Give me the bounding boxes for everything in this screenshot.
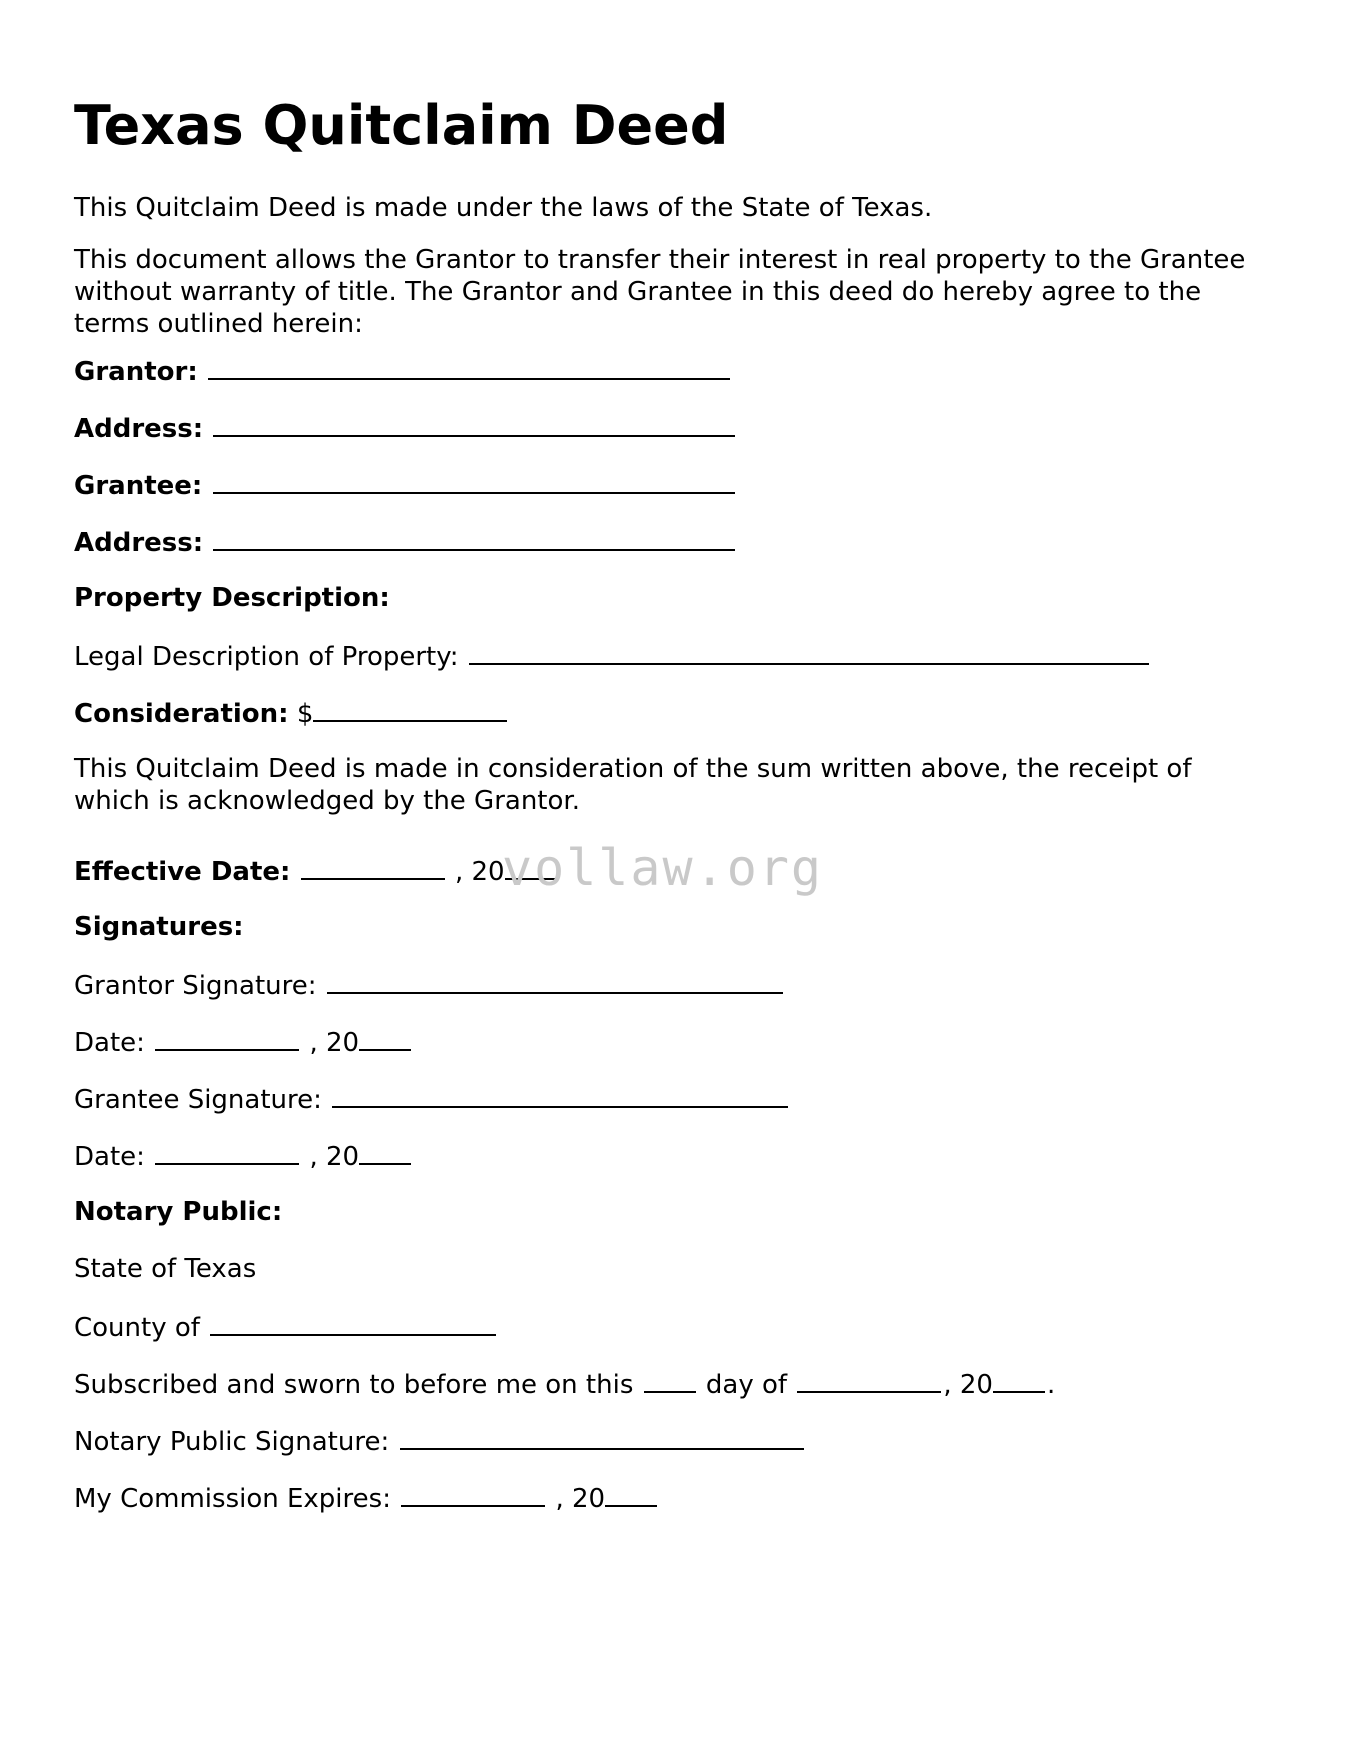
effective-year-prefix: , 20 [454, 857, 505, 887]
sworn-text-part2: day of [705, 1370, 788, 1400]
grantee-year-prefix: , 20 [309, 1142, 360, 1172]
grantee-signature-blank[interactable] [332, 1082, 788, 1108]
sworn-row [74, 1367, 1055, 1401]
grantor-date-label: Date: [74, 1028, 145, 1058]
grantee-date-label: Date: [74, 1142, 145, 1172]
commission-expires-label: My Commission Expires: [74, 1484, 391, 1514]
commission-year-prefix: , 20 [555, 1484, 606, 1514]
grantor-date-row [74, 1025, 413, 1059]
commission-expires-blank[interactable] [401, 1481, 545, 1507]
notary-signature-label: Notary Public Signature: [74, 1427, 390, 1457]
sworn-day-blank[interactable] [644, 1367, 696, 1393]
effective-date-blank[interactable] [301, 854, 445, 880]
legal-description-blank[interactable] [469, 639, 1149, 665]
document-title: Texas Quitclaim Deed [74, 94, 729, 157]
consideration-label: Consideration: [74, 699, 289, 729]
commission-expires-row [74, 1481, 659, 1515]
sworn-month-blank[interactable] [797, 1367, 941, 1393]
grantee-name-blank[interactable] [213, 468, 735, 494]
consideration-text: This Quitclaim Deed is made in consideration of the sum written above, the receipt of which is acknowledged by the Grantor. [74, 754, 1192, 816]
county-blank[interactable] [210, 1310, 496, 1336]
grantor-signature-blank[interactable] [327, 968, 783, 994]
grantor-address-row [74, 411, 737, 445]
watermark: vollaw.org [502, 839, 824, 897]
consideration-amount-blank[interactable] [313, 696, 507, 722]
county-label: County of [74, 1313, 200, 1343]
grantee-row [74, 468, 737, 502]
commission-year-blank[interactable] [605, 1481, 657, 1507]
grantor-address-blank[interactable] [213, 411, 735, 437]
grantee-signature-row [74, 1082, 790, 1116]
grantor-year-blank[interactable] [359, 1025, 411, 1051]
sworn-text-part1: Subscribed and sworn to before me on this [74, 1370, 634, 1400]
sworn-year-blank[interactable] [993, 1367, 1045, 1393]
sworn-text-end: . [1046, 1370, 1056, 1400]
grantee-signature-label: Grantee Signature: [74, 1085, 322, 1115]
grantee-address-row [74, 525, 737, 559]
grantor-row [74, 354, 732, 388]
grantor-address-label: Address: [74, 414, 204, 444]
grantor-name-blank[interactable] [208, 354, 730, 380]
grantor-label: Grantor: [74, 357, 198, 387]
legal-description-row [74, 639, 1151, 673]
grantee-address-label: Address: [74, 528, 204, 558]
signatures-heading: Signatures: [74, 912, 244, 942]
grantee-year-blank[interactable] [359, 1139, 411, 1165]
grantee-address-blank[interactable] [213, 525, 735, 551]
effective-date-label: Effective Date: [74, 857, 291, 887]
grantor-signature-row [74, 968, 785, 1002]
notary-signature-row [74, 1424, 806, 1458]
grantor-date-blank[interactable] [155, 1025, 299, 1051]
legal-description-label: Legal Description of Property: [74, 642, 459, 672]
purpose-text: This document allows the Grantor to transfer their interest in real property to the Grantee without warranty of title. The Grantor and Grantee in this deed do hereby agree to the terms outlined herein: [74, 245, 1246, 339]
grantee-date-row [74, 1139, 413, 1173]
grantor-signature-label: Grantor Signature: [74, 971, 317, 1001]
notary-signature-blank[interactable] [400, 1424, 804, 1450]
grantee-date-blank[interactable] [155, 1139, 299, 1165]
property-heading: Property Description: [74, 583, 390, 613]
sworn-text-part3: , 20 [943, 1370, 993, 1400]
consideration-row [74, 696, 509, 730]
grantor-year-prefix: , 20 [309, 1028, 360, 1058]
intro-text: This Quitclaim Deed is made under the laws of the State of Texas. [74, 193, 933, 223]
notary-heading: Notary Public: [74, 1197, 283, 1227]
county-row [74, 1310, 498, 1344]
currency-symbol: $ [296, 699, 314, 729]
notary-state: State of Texas [74, 1254, 257, 1284]
grantee-label: Grantee: [74, 471, 203, 501]
effective-date-row [74, 854, 559, 888]
